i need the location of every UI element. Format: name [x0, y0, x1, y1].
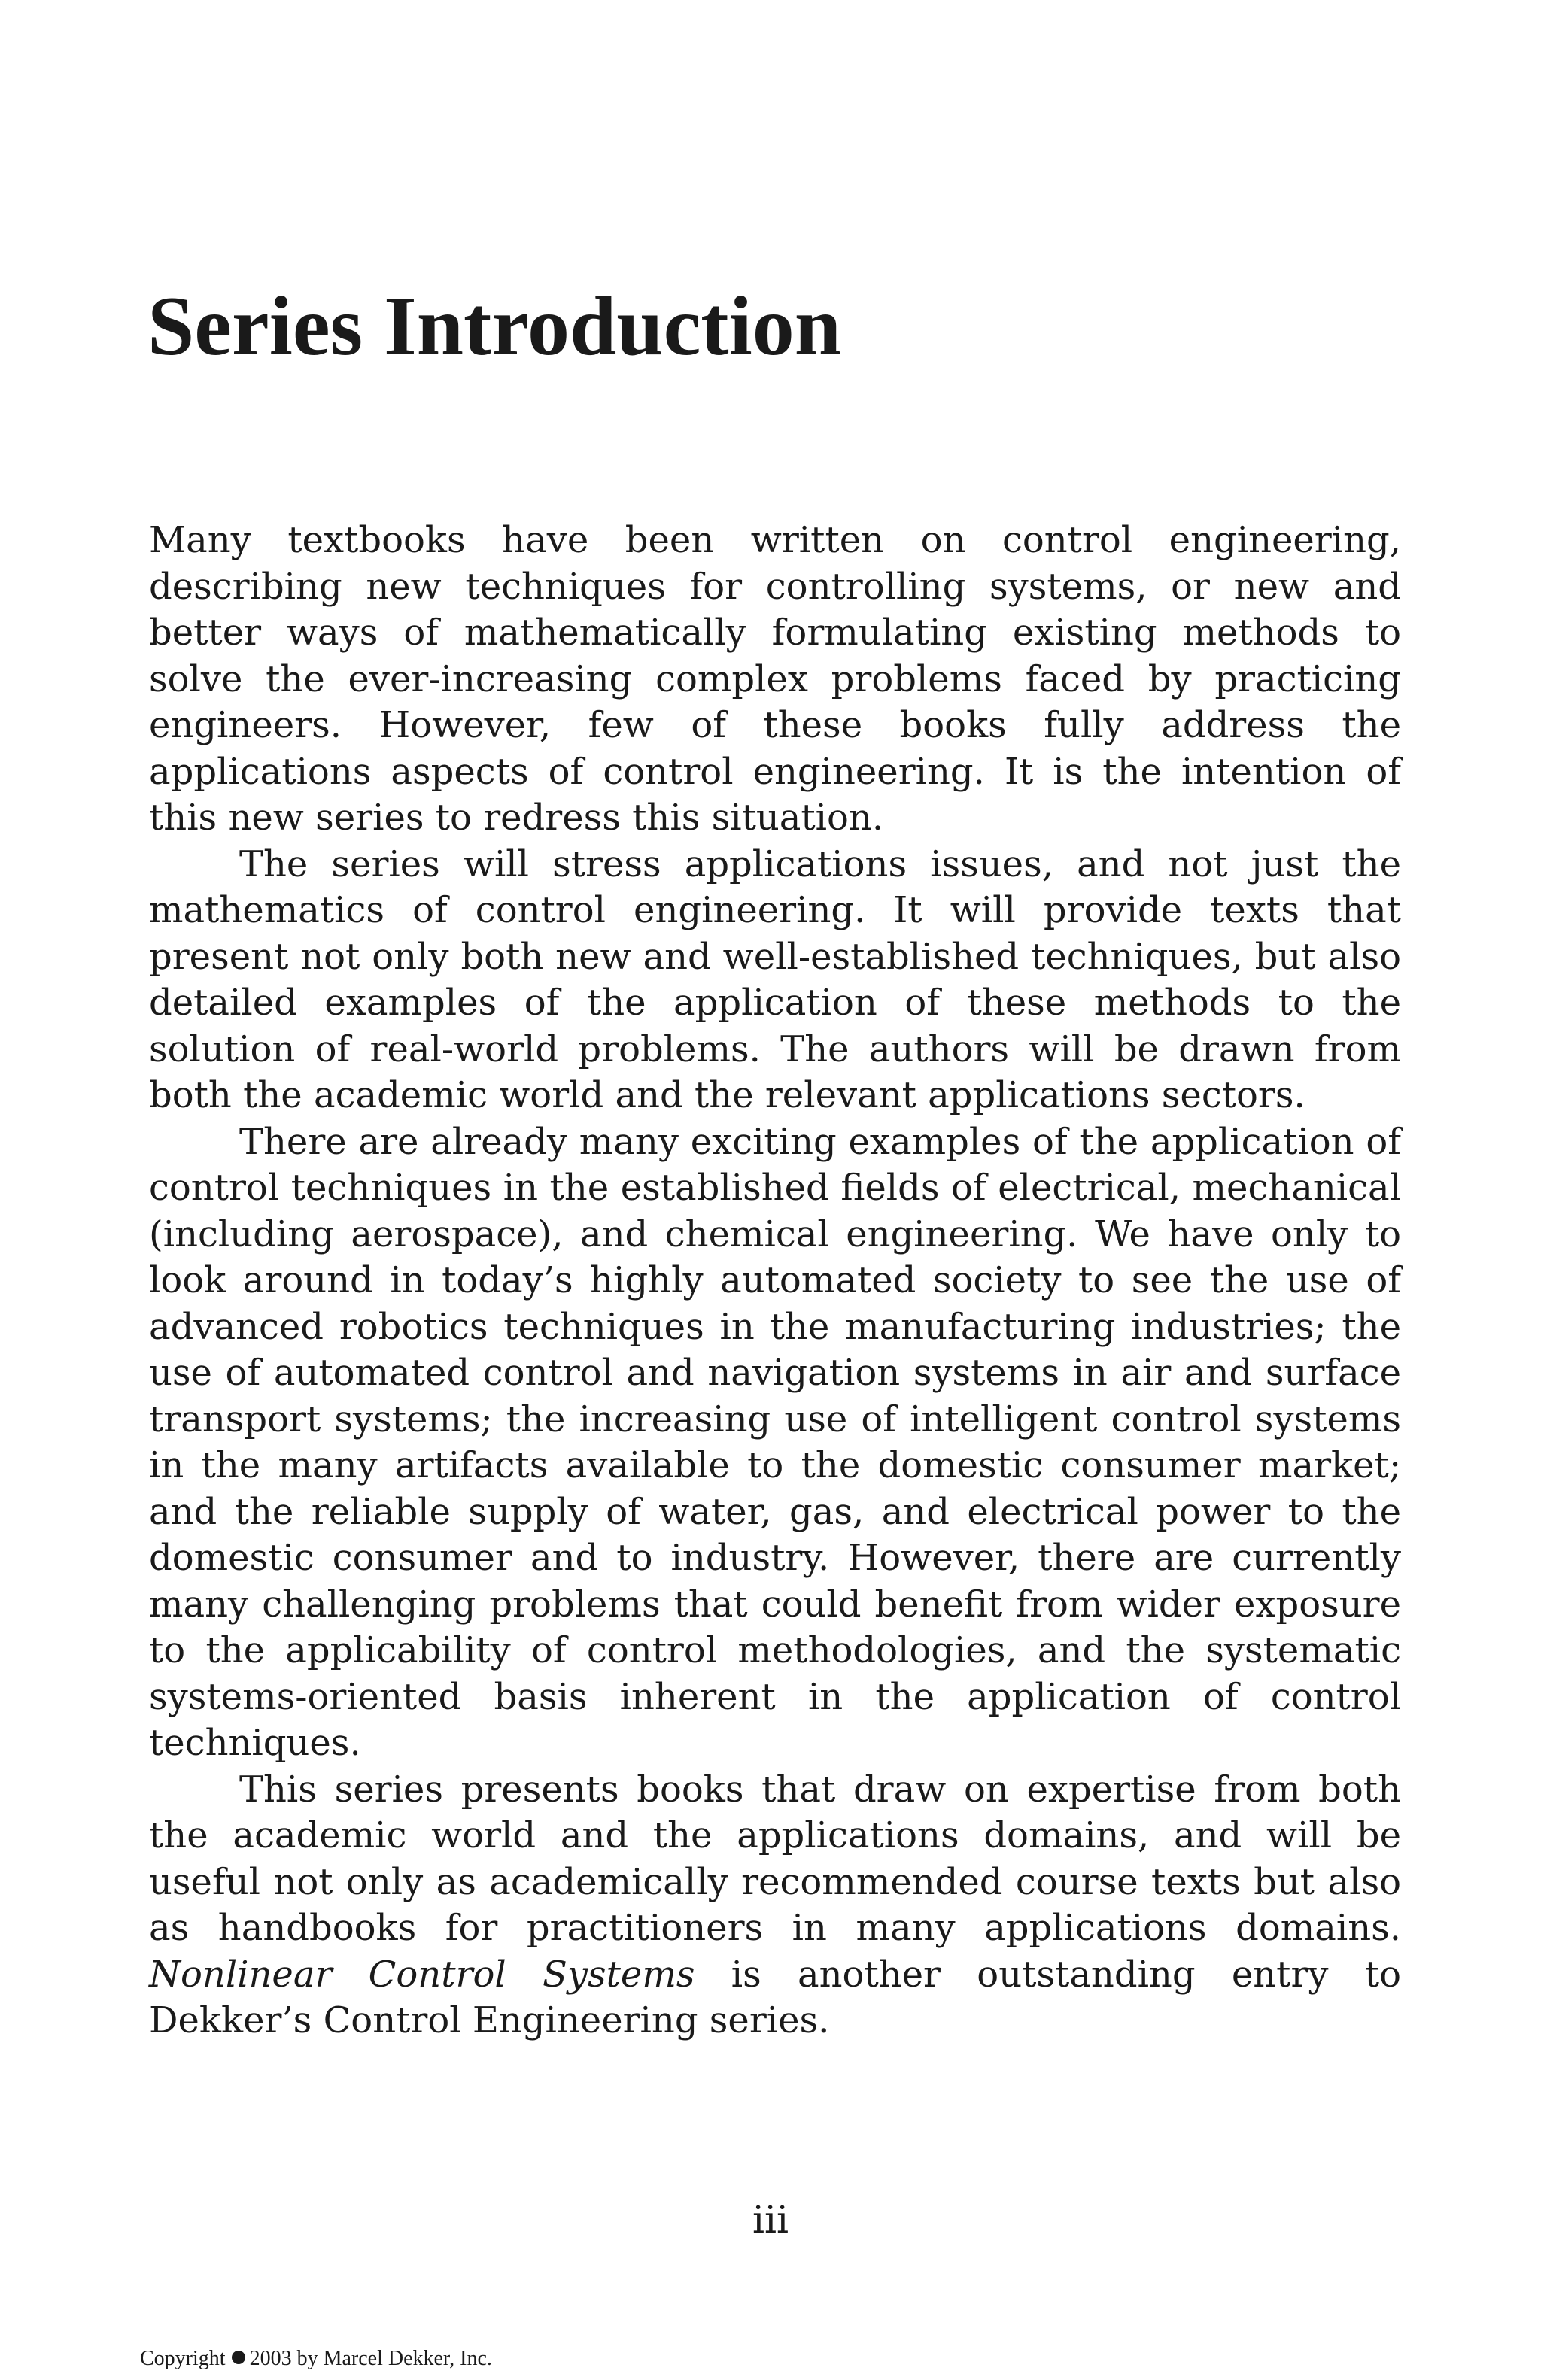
book-title: Nonlinear Control Systems — [149, 1953, 695, 1996]
copyright-label: Copyright — [140, 2347, 226, 2370]
paragraph-4-text-after: is another outstanding entry to Dekker’s Control Engineering series. — [149, 1953, 1401, 2042]
paragraph-2: The series will stress applications issues, and not just the mathematics of control engineering. It will provide texts that present not only both new and well-established techniques, but also detailed examples of the application of these methods to the solution of real-world problems. The authors will be drawn from both the academic world and the relevant applications sectors. — [149, 842, 1401, 1116]
paragraph-3: There are already many exciting examples of the application of control techniques in the established fields of electrical, mechanical (including aerospace), and chemical engineering. We have only to look around in today’s highly automated society to see the use of advanced robotics techniques in the manufacturing industries; the use of automated control and navigation systems in air and surface transport systems; the increasing use of intelligent control systems in the many artifacts available to the domestic consumer market; and the reliable supply of water, gas, and electrical power to the domestic consumer and to industry. However, there are currently many challenging problems that could benefit from wider exposure to the applicability of control methodologies, and the systematic systems-oriented basis inherent in the application of control techniques. — [149, 1120, 1401, 1764]
paragraph-1: Many textbooks have been written on control engineering, describing new techniques for controlling systems, or new and better ways of mathematically formulating existing methods to solve the ever-increasing complex problems faced by practicing engineers. However, few of these books fully address the applications aspects of control engineering. It is the intention of this new series to redress this situation. — [149, 519, 1401, 839]
page-number: iii — [752, 2198, 789, 2242]
bullet-icon — [232, 2351, 245, 2364]
body-text — [149, 518, 1401, 2045]
paragraph-4 — [149, 1767, 1401, 2045]
page-title: Series Introduction — [147, 280, 841, 373]
paragraph-4-text-before: This series presents books that draw on expertise from both the academic world and the applications domains, and will be useful not only as academically recommended course texts but also as handbooks for practitioners in many applications domains. — [149, 1768, 1401, 1949]
copyright-notice — [140, 2348, 492, 2369]
copyright-holder: 2003 by Marcel Dekker, Inc. — [249, 2347, 492, 2370]
